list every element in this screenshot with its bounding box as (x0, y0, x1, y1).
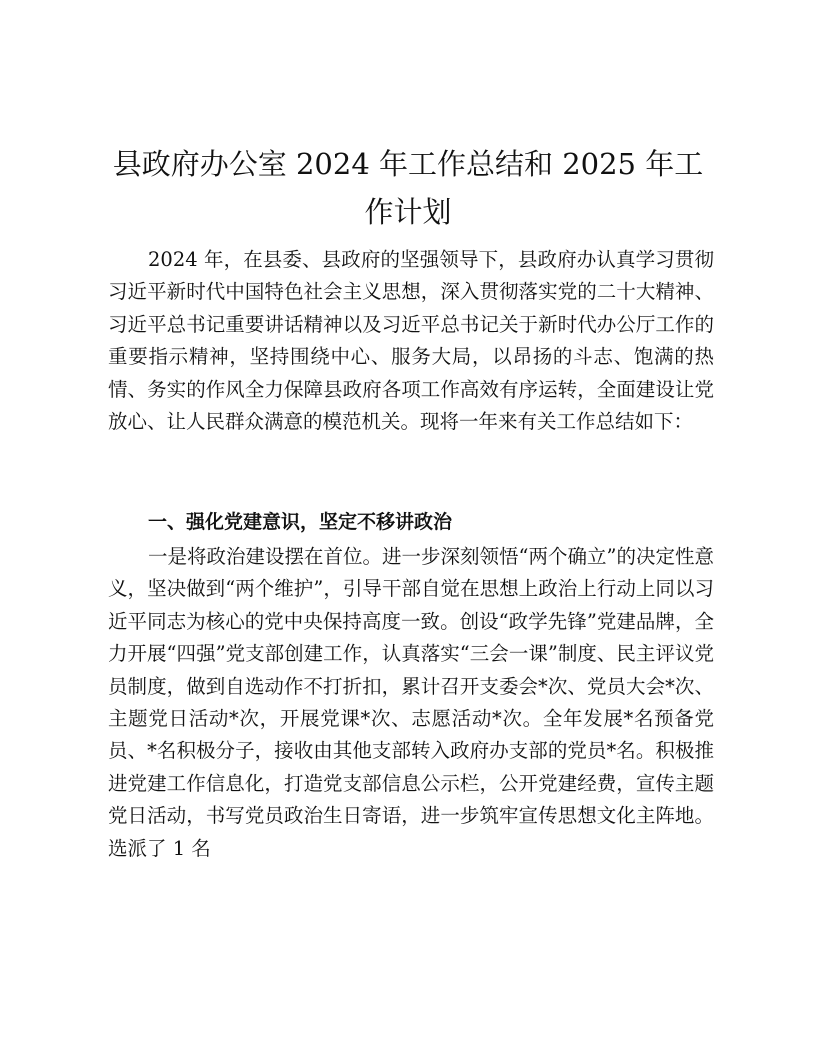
section-heading: 一、强化党建意识，坚定不移讲政治 (148, 511, 453, 533)
body-paragraph: 一是将政治建设摆在首位。进一步深刻领悟“两个确立”的决定性意义，坚决做到“两个维护”，引导干部自觉在思想上政治上行动上同以习近平同志为核心的党中央保持高度一致。创设“政学先锋”党建品牌，全力开展“四强”党支部创建工作，认真落实“三会一课”制度、民主评议党员制度，做到自选动作不打折扣，累计召开支委会*次、党员大会*次、主题党日活动*次，开展党课*次、志愿活动*次。全年发展*名预备党员、*名积极分子，接收由其他支部转入政府办支部的党员*名。积极推进党建工作信息化，打造党支部信息公示栏，公开党建经费，宣传主题党日活动，书写党员政治生日寄语，进一步筑牢宣传思想文化主阵地。选派了 1 名 (108, 545, 714, 860)
document-title: 县政府办公室 2024 年工作总结和 2025 年工作计划 (112, 147, 704, 229)
intro-paragraph: 2024 年，在县委、县政府的坚强领导下，县政府办认真学习贯彻习近平新时代中国特色社会主义思想，深入贯彻落实党的二十大精神、习近平总书记重要讲话精神以及习近平总书记关于新时代办公厅工作的重要指示精神，坚持围绕中心、服务大局，以昂扬的斗志、饱满的热情、务实的作风全力保障县政府各项工作高效有序运转，全面建设让党放心、让人民群众满意的模范机关。现将一年来有关工作总结如下： (108, 248, 714, 434)
